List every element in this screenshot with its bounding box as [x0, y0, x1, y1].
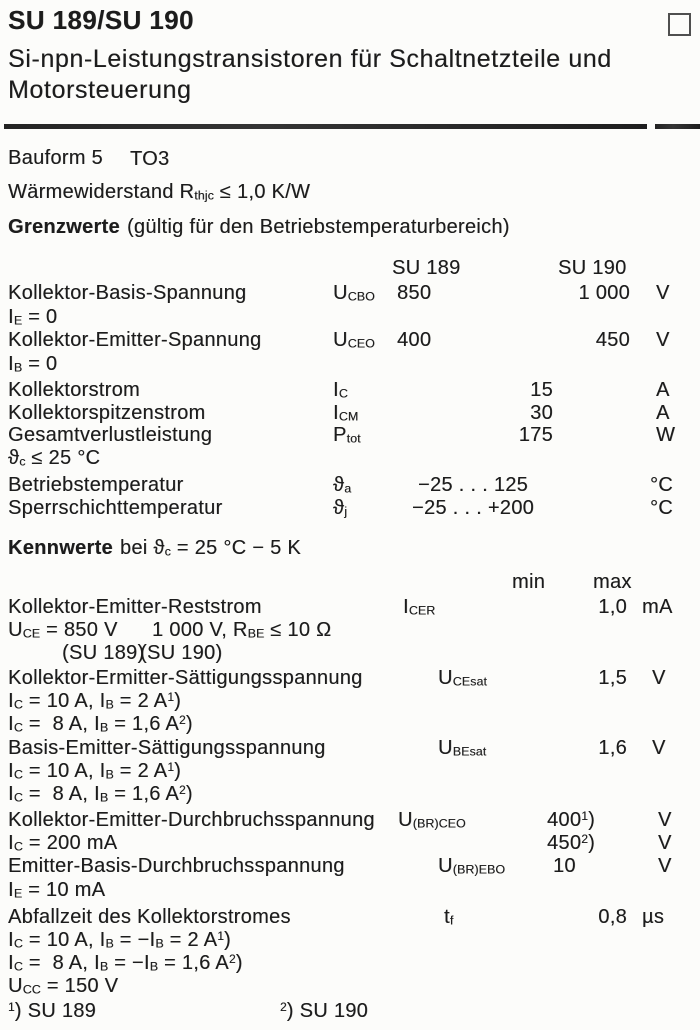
param-condition: $I_C = 200$ mA — [8, 832, 118, 854]
param-unit: V — [652, 737, 666, 759]
param-condition: $ϑ_c \le 25$ °C — [8, 447, 101, 469]
param-unit: µs — [642, 906, 665, 928]
param-symbol: $U_{CEsat}$ — [438, 667, 487, 689]
param-condition: $I_E = 0$ — [8, 306, 58, 328]
bauform-label: Bauform 5 — [8, 147, 103, 169]
param-value: 175 — [518, 424, 553, 446]
param-condition: $I_C = 8$ A, $I_B = -I_B = 1,6$ $A^2$) — [8, 952, 243, 974]
column-header-max: max — [593, 571, 632, 593]
param-condition: $I_B = 0$ — [8, 353, 58, 375]
param-name: Kollektor-Ermitter-Sättigungsspannung — [8, 667, 363, 689]
value-min: $450^2$) — [547, 832, 596, 854]
param-name: Kollektor-Emitter-Spannung — [8, 329, 262, 351]
param-unit: °C — [650, 474, 674, 496]
subtitle-line-2: Motorsteuerung — [8, 76, 192, 104]
column-header-min: min — [512, 571, 546, 593]
thermal-resistance-line: Wärmewiderstand $R_{thjc} \le 1,0$ K/W — [8, 181, 311, 203]
column-header-su190: SU 190 — [558, 257, 627, 279]
param-unit: °C — [650, 497, 674, 519]
param-condition: $I_E = 10$ mA — [8, 879, 106, 901]
page-title: SU 189/SU 190 — [8, 5, 194, 35]
value-max: 1,5 — [598, 667, 627, 689]
param-symbol: $t_f$ — [444, 906, 454, 928]
param-unit: V — [658, 832, 672, 854]
param-symbol: $U_{(BR)EBO}$ — [438, 855, 506, 877]
param-condition: 1 000 V, $R_{BE} \le 10$ Ω — [152, 619, 332, 641]
param-condition: $I_C = 10$ A, $I_B = 2$ $A^1$) — [8, 760, 182, 782]
param-unit: A — [656, 379, 670, 401]
value-max: 1,0 — [598, 596, 627, 618]
param-symbol: $I_{CER}$ — [403, 596, 436, 618]
limits-heading-note: (gültig für den Betriebstemperaturbereich) — [126, 216, 510, 238]
value-min: 10 — [553, 855, 576, 877]
param-unit: mA — [642, 596, 673, 618]
value-min: $400^1$) — [547, 809, 596, 831]
param-name: Kollektorstrom — [8, 379, 141, 401]
column-header-su189: SU 189 — [392, 257, 461, 279]
header-rule-left — [4, 124, 647, 129]
param-condition: $I_C = 10$ A, $I_B = 2$ $A^1$) — [8, 690, 182, 712]
param-value: 15 — [530, 379, 553, 401]
param-name: Kollektor-Emitter-Reststrom — [8, 596, 262, 618]
value-su189: 850 — [397, 282, 432, 304]
param-unit: V — [656, 282, 670, 304]
param-name: Kollektor-Basis-Spannung — [8, 282, 247, 304]
param-condition: $U_{CC} = 150$ V — [8, 975, 119, 997]
param-symbol: $U_{(BR)CEO}$ — [398, 809, 466, 831]
checkbox-mark-icon — [668, 13, 691, 36]
param-condition: $I_C = 8$ A, $I_B = 1,6$ $A^2$) — [8, 713, 193, 735]
value-max: 1,6 — [598, 737, 627, 759]
param-name: Kollektor-Emitter-Durchbruchsspannung — [8, 809, 375, 831]
param-symbol: $P_{tot}$ — [333, 424, 361, 446]
param-name: Kollektorspitzenstrom — [8, 402, 206, 424]
value-su190: 450 — [595, 329, 630, 351]
param-name: Abfallzeit des Kollektorstromes — [8, 906, 291, 928]
param-unit: W — [656, 424, 676, 446]
param-unit: V — [656, 329, 670, 351]
param-value: 30 — [530, 402, 553, 424]
param-unit: V — [658, 855, 672, 877]
param-value: −25 . . . 125 — [418, 474, 529, 496]
value-su190: 1 000 — [578, 282, 630, 304]
param-name: Basis-Emitter-Sättigungsspannung — [8, 737, 326, 759]
param-condition: (SU 189) — [62, 642, 145, 664]
param-symbol: $I_C$ — [333, 379, 348, 401]
param-unit: V — [652, 667, 666, 689]
characteristics-heading — [8, 537, 301, 559]
limits-heading-word: Grenzwerte — [8, 216, 120, 238]
param-name: Sperrschichttemperatur — [8, 497, 223, 519]
footnote-2: $^2$) SU 190 — [280, 1000, 369, 1022]
param-symbol: $ϑ_a$ — [333, 474, 352, 496]
param-unit: V — [658, 809, 672, 831]
limits-heading — [8, 216, 510, 238]
param-symbol: $I_{CM}$ — [333, 402, 359, 424]
header-rule-right — [655, 124, 700, 129]
param-unit: A — [656, 402, 670, 424]
param-name: Emitter-Basis-Durchbruchsspannung — [8, 855, 345, 877]
characteristics-heading-word: Kennwerte — [8, 537, 113, 559]
param-condition: $I_C = 8$ A, $I_B = 1,6$ $A^2$) — [8, 783, 193, 805]
param-name: Gesamtverlustleistung — [8, 424, 213, 446]
package-label: TO3 — [130, 148, 170, 170]
param-value: −25 . . . +200 — [412, 497, 535, 519]
param-name: Betriebstemperatur — [8, 474, 184, 496]
param-condition: $U_{CE} = 850$ V — [8, 619, 118, 641]
characteristics-heading-note: bei $ϑ_c = 25$ °C − 5 K — [119, 537, 301, 559]
subtitle-line-1: Si-npn-Leistungstransistoren für Schaltnetzteile und — [8, 45, 612, 73]
value-max: 0,8 — [598, 906, 627, 928]
param-condition: (SU 190) — [140, 642, 223, 664]
param-symbol: $U_{CEO}$ — [333, 329, 375, 351]
param-symbol: $ϑ_j$ — [333, 497, 348, 519]
param-symbol: $U_{BEsat}$ — [438, 737, 487, 759]
param-symbol: $U_{CBO}$ — [333, 282, 375, 304]
param-condition: $I_C = 10$ A, $I_B = -I_B = 2$ $A^1$) — [8, 929, 231, 951]
footnote-1: $^1$) SU 189 — [8, 1000, 97, 1022]
value-su189: 400 — [397, 329, 432, 351]
